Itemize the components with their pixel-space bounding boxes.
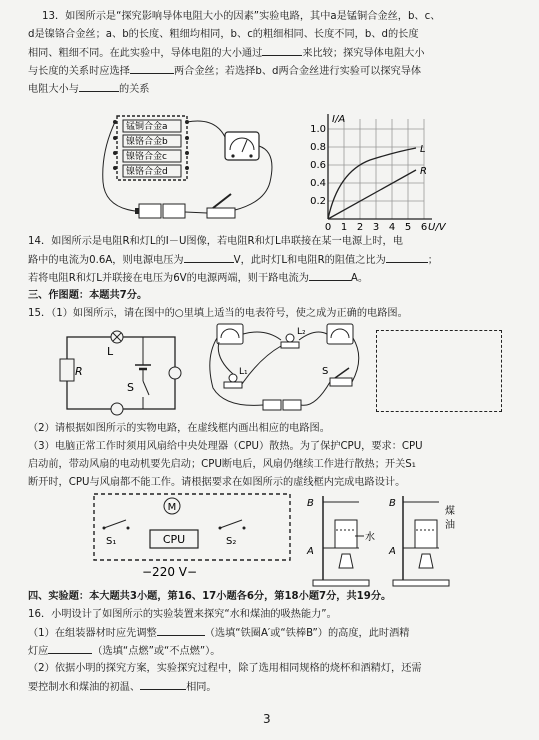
q16-line3 — [28, 642, 220, 660]
q13-text-b: 来比较；探究导体电阻大小 — [302, 48, 425, 59]
q16-line4: （2）依据小明的探究方案，实验探究过程中，除了选用相同规格的烧杯和酒精灯，还需 — [28, 663, 422, 674]
section-3-heading: 三、作图题：本题共7分。 — [28, 290, 148, 301]
curve-l — [328, 148, 416, 219]
q14-line2 — [28, 251, 438, 269]
q16-blank-3[interactable] — [140, 678, 186, 690]
page-number: 3 — [263, 712, 271, 726]
q16-line1: 16．小明设计了如图所示的实验装置来探究“水和煤油的吸热能力”。 — [28, 609, 337, 620]
q15-answer-box[interactable] — [376, 330, 502, 412]
circuit-l-label: L — [107, 345, 114, 358]
q14-blank-3[interactable] — [309, 269, 351, 281]
voltage-label: −220 V− — [142, 565, 198, 579]
q15-line2: （2）请根据如图所示的实物电路，在虚线框内画出相应的电路图。 — [28, 423, 330, 434]
xtick: 4 — [388, 222, 396, 233]
real-l1-label: L₁ — [239, 367, 248, 377]
label-b-left: B — [307, 498, 314, 509]
q15-line1: 15．（1）如图所示，请在图中的○里填上适当的电表符号，使之成为正确的电路图。 — [28, 308, 408, 319]
stand-left-icon — [313, 496, 369, 586]
meter-slot-2[interactable] — [169, 367, 181, 379]
xtick: 1 — [340, 222, 348, 233]
ammeter-icon — [225, 132, 259, 160]
q16-blank-2[interactable] — [48, 642, 92, 654]
q14-text-e: A。 — [350, 273, 369, 284]
q13-apparatus-figure — [95, 112, 295, 237]
q14-line3 — [28, 269, 368, 287]
q13-line4 — [28, 62, 421, 80]
q15-line3-2: 启动前，带动风扇的电动机要先启动；CPU断电后，风扇仍继续工作进行散热；开关S₁ — [28, 459, 416, 470]
xtick: 3 — [372, 222, 380, 233]
q13-text-f: 的关系 — [118, 84, 150, 95]
q14-text-c: ； — [427, 255, 438, 266]
q16-line2 — [28, 624, 409, 642]
wire-c-label: 镍铬合金c — [126, 152, 167, 162]
switch-icon — [207, 194, 235, 218]
ytick: 0.6 — [310, 160, 326, 171]
ytick: 1.0 — [310, 124, 326, 135]
q15-circuit-diagram — [55, 325, 190, 415]
q14-text-b: V，此时灯L和电阻R的阻值之比为 — [233, 255, 386, 266]
voltmeter-icon — [217, 324, 243, 344]
q15-line3-3: 断开时，CPU与风扇都不能工作。请根据要求在如图所示的虚线框内完成电路设计。 — [28, 477, 406, 488]
real-s-label: S — [322, 366, 329, 377]
q13-blank-1[interactable] — [262, 44, 302, 56]
graph-ylabel: I/A — [332, 114, 346, 125]
label-b-right: B — [389, 498, 396, 509]
curve-r — [328, 170, 416, 219]
q16-text-a: （1）在组装器材时应先调整 — [28, 628, 157, 639]
q16-text-e: 要控制水和煤油的初温、 — [28, 682, 141, 693]
q14-text-d: 若将电阻R和灯L并联接在电压为6V的电源两端，则干路电流为 — [28, 273, 309, 284]
q15-line3-1: （3）电脑正常工作时须用风扇给中央处理器（CPU）散热。为了保护CPU，要求：CPU — [28, 441, 423, 452]
xtick: 0 — [324, 222, 332, 233]
q16-text-f: 相同。 — [186, 682, 217, 693]
motor-label: M — [167, 502, 177, 513]
battery-icon — [135, 204, 185, 218]
xtick: 6 — [420, 222, 428, 233]
wire-d-label: 镍铬合金d — [126, 167, 168, 177]
q16-blank-1[interactable] — [157, 624, 205, 636]
label-a-left: A — [307, 546, 314, 557]
q16-text-c: 灯应 — [28, 646, 49, 657]
q13-line3 — [28, 44, 425, 62]
heating-apparatus — [305, 492, 475, 592]
q15-real-circuit — [205, 318, 365, 418]
s1-label: S₁ — [106, 536, 117, 547]
q13-line2: d是镍铬合金丝；a、b的长度、粗细均相同，b、c的粗细相同、长度不同，b、d的长度 — [28, 29, 419, 40]
switch-s1-icon — [103, 520, 130, 530]
q16-line5 — [28, 678, 217, 696]
wire-b-label: 镍铬合金b — [126, 137, 168, 147]
q13-blank-3[interactable] — [79, 80, 119, 92]
q14-blank-1[interactable] — [184, 251, 234, 263]
q16-text-d: （选填“点燃”或“不点燃”）。 — [92, 646, 221, 657]
q13-line5 — [28, 80, 150, 98]
circuit-r-label: R — [75, 365, 83, 378]
circuit-s-label: S — [127, 381, 134, 394]
xtick: 2 — [356, 222, 364, 233]
ammeter-icon — [327, 324, 353, 344]
lamp-icon — [111, 331, 123, 343]
water-label: 水 — [365, 532, 375, 543]
meter-slot-1[interactable] — [111, 403, 123, 415]
stand-right-icon — [393, 496, 449, 586]
curve-r-label: R — [420, 166, 427, 177]
q13-text-d: 两合金丝；若选择b、d两合金丝进行实验可以探究导体 — [173, 66, 422, 77]
ytick: 0.4 — [310, 178, 326, 189]
switch-s2-icon — [219, 520, 246, 530]
cpu-design-box[interactable] — [92, 492, 292, 578]
q13-blank-2[interactable] — [130, 62, 174, 74]
curve-l-label: L — [420, 144, 426, 155]
section-4-heading: 四、实验题：本大题共3小题，第16、17小题各6分，第18小题7分，共19分。 — [28, 591, 392, 602]
q13-text-e: 电阻大小与 — [28, 84, 79, 95]
xtick: 5 — [404, 222, 412, 233]
q13-text-c: 与长度的关系时应选择 — [28, 66, 130, 77]
q16-text-b: （选填“铁圈A′或“铁棒B”）的高度，此时酒精 — [204, 628, 410, 639]
q14-line1: 14．如图所示是电阻R和灯L的I－U图像，若电阻R和灯L串联接在某一电源上时，电 — [28, 236, 403, 247]
cpu-label: CPU — [162, 533, 186, 546]
q13-text-a: 相同、粗细不同。在此实验中，导体电阻的大小通过 — [28, 48, 263, 59]
ytick: 0.2 — [310, 196, 326, 207]
label-a-right: A — [389, 546, 396, 557]
kerosene-label-2: 油 — [445, 520, 455, 531]
q14-text-a: 路中的电流为0.6A，则电源电压为 — [28, 255, 184, 266]
graph-xlabel: U/V — [428, 222, 446, 233]
s2-label: S₂ — [226, 536, 237, 547]
kerosene-label-1: 煤 — [445, 506, 455, 517]
q13-line1: 13．如图所示是“探究影响导体电阻大小的因素”实验电路，其中a是锰铜合金丝，b、c、 — [42, 11, 441, 22]
q14-blank-2[interactable] — [386, 251, 428, 263]
iu-graph — [300, 112, 460, 233]
wire-a-label: 锰铜合金a — [126, 122, 168, 132]
ytick: 0.8 — [310, 142, 326, 153]
real-l2-label: L₂ — [297, 327, 306, 337]
